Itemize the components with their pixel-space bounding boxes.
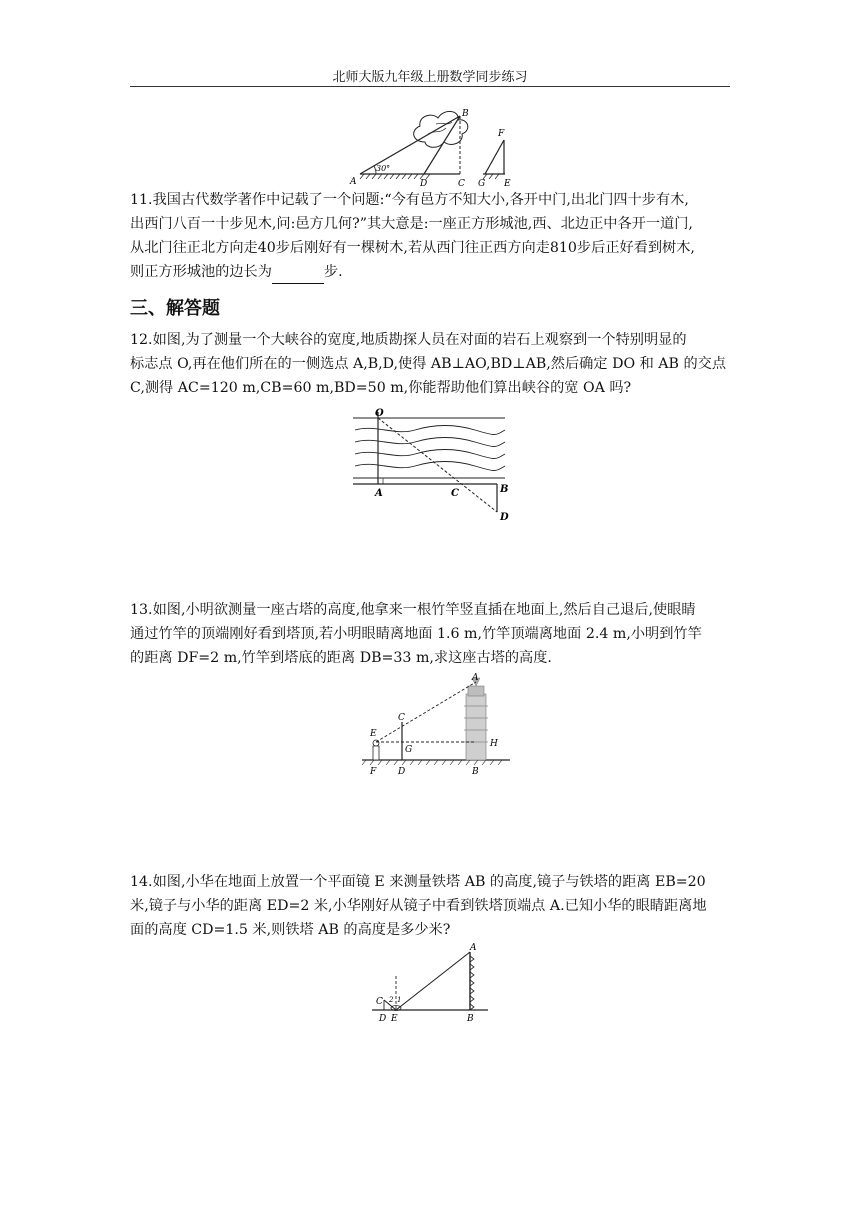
- label-C: C: [451, 488, 459, 499]
- label-C: C: [458, 179, 465, 189]
- label-F: F: [370, 767, 377, 777]
- label-H: H: [490, 739, 498, 749]
- label-A: A: [375, 488, 383, 499]
- question-12: 12.如图,为了测量一个大峡谷的宽度,地质勘探人员在对面的岩石上观察到一个特别明显的 标志点 O,再在他们所在的一侧选点 A,B,D,使得 AB⊥AO,BD⊥AB,然后确定 DO 和 AB 的交点 C,测得 AC=120 m,CB=60 m,BD=50 m,你能帮助他们算出峡谷的宽 OA 吗?: [130, 332, 727, 396]
- label-G: G: [405, 745, 413, 755]
- label-B: B: [500, 484, 509, 495]
- figure-13: [360, 672, 515, 778]
- label-E: E: [370, 729, 377, 739]
- label-B: B: [472, 767, 479, 777]
- label-F: F: [498, 129, 505, 139]
- question-11: 11.我国古代数学著作中记载了一个问题:“今有邑方不知大小,各开中门,出北门四十步有木, 出西门八百一十步见木,问:邑方几何?”其大意是:一座正方形城池,西、北边正中各开一道门, 从北门往正北方向走40步后刚好有一棵树木,若从西门往正西方向走810步后正好看到树木, 则正方形城池的边长为 步.: [130, 188, 735, 284]
- question-13: 13.如图,小明欲测量一座古塔的高度,他拿来一根竹竿竖直插在地面上,然后自己退后,使眼睛 通过竹竿的顶端刚好看到塔顶,若小明眼睛离地面 1.6 m,竹竿顶端离地面 2.4 m,小明到竹竿 的距离 DF=2 m,竹竿到塔底的距离 DB=33 m,求这座古塔的高度.: [130, 602, 702, 666]
- label-O: O: [375, 408, 384, 419]
- label-E: E: [504, 179, 511, 189]
- question-14: 14.如图,小华在地面上放置一个平面镜 E 来测量铁塔 AB 的高度,镜子与铁塔的距离 EB=20 米,镜子与小华的距离 ED=2 米,小华刚好从镜子中看到铁塔顶端点 A.已知小华的眼睛距离地 面的高度 CD=1.5 米,则铁塔 AB 的高度是多少米?: [130, 874, 707, 938]
- header-divider: [130, 86, 730, 87]
- answer-blank[interactable]: [272, 269, 324, 284]
- angle-2-label: 2: [389, 996, 394, 1004]
- label-D: D: [379, 1014, 387, 1024]
- label-G: G: [478, 179, 486, 189]
- label-A: A: [350, 177, 357, 187]
- page-header: 北师大版九年级上册数学同步练习: [332, 70, 528, 85]
- label-C: C: [398, 713, 405, 723]
- label-D: D: [500, 512, 509, 523]
- label-A: A: [470, 943, 477, 953]
- label-D: D: [398, 767, 406, 777]
- label-C: C: [376, 997, 383, 1007]
- label-B: B: [462, 109, 469, 119]
- figure-12: [345, 408, 520, 523]
- section-title: 三、解答题: [130, 298, 220, 319]
- figure-14: [370, 942, 495, 1026]
- label-A: A: [472, 673, 479, 683]
- figure-11: [340, 104, 530, 190]
- label-B: B: [467, 1014, 474, 1024]
- label-E: E: [391, 1014, 398, 1024]
- label-D: D: [420, 179, 428, 189]
- angle-label: 30°: [376, 164, 391, 173]
- angle-1-label: 1: [397, 996, 402, 1004]
